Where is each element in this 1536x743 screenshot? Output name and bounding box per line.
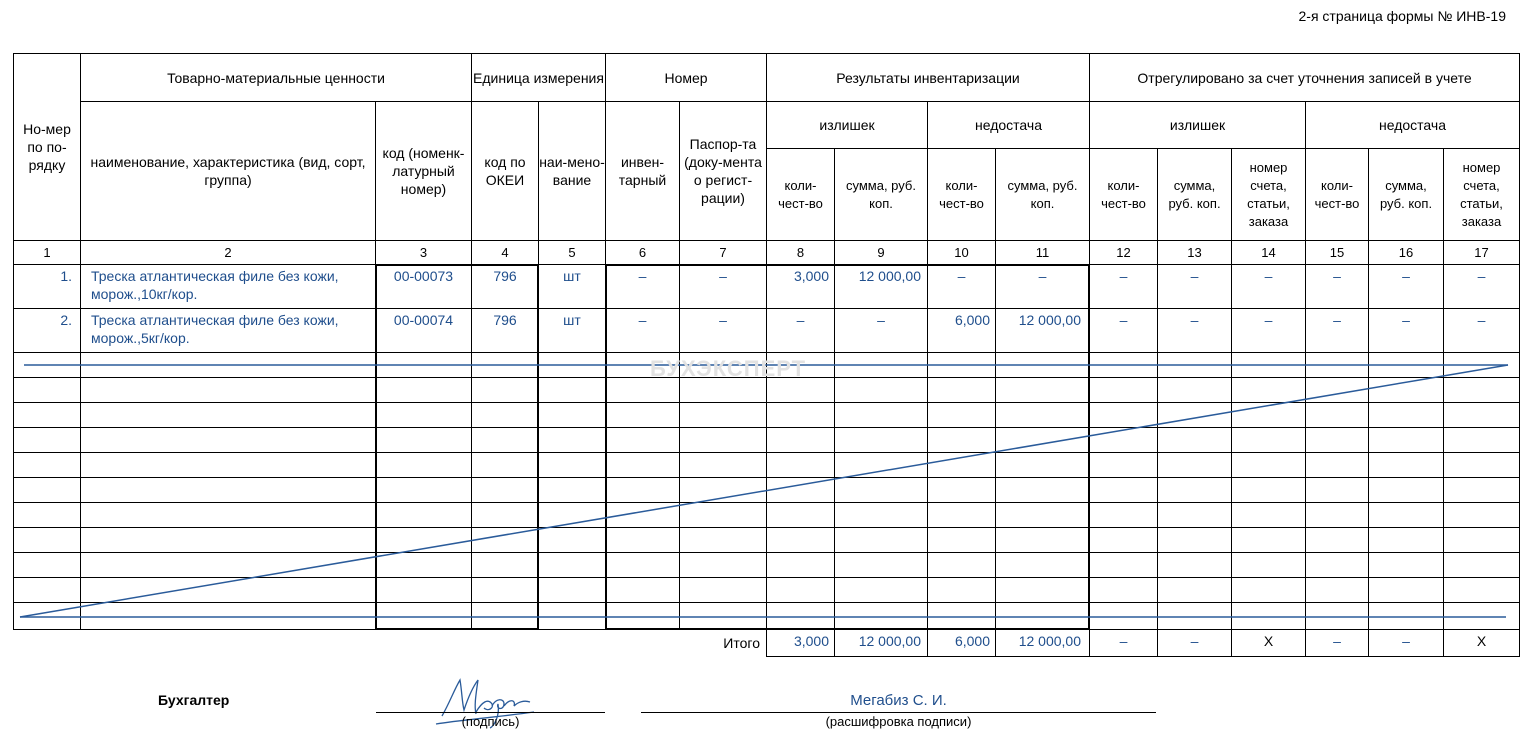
header-account-17: номер счета, статьи, заказа [1460, 159, 1503, 229]
row-c13: – [1190, 268, 1199, 284]
row-okei: 796 [493, 268, 517, 284]
header-name: наименование, характеристика (вид, сорт, группа) [90, 154, 366, 188]
header-code: код (номенк-латурный номер) [382, 145, 465, 197]
col-number: 10 [954, 244, 969, 260]
total-c16: – [1402, 633, 1410, 649]
total-surplus-sum: 12 000,00 [858, 633, 921, 649]
header-unit: Единица измерения [473, 69, 604, 86]
row-c14: – [1264, 312, 1273, 328]
header-adjusted: Отрегулировано за счет уточнения записей в учете [1137, 69, 1472, 86]
total-c13: – [1190, 633, 1199, 649]
header-results: Результаты инвентаризации [836, 69, 1020, 86]
header-sum-16: сумма, руб. коп. [1379, 177, 1433, 211]
col-number: 14 [1261, 244, 1276, 260]
col-number: 2 [224, 244, 232, 260]
total-c15: – [1333, 633, 1341, 649]
header-number: Номер [664, 69, 708, 86]
total-c14: Х [1263, 633, 1274, 649]
row-surplus-qty: 3,000 [793, 268, 829, 284]
row-c16: – [1402, 312, 1410, 328]
total-shortage-sum: 12 000,00 [1018, 633, 1081, 649]
header-sum-11: сумма, руб. коп. [1007, 177, 1078, 211]
col-number: 16 [1398, 244, 1414, 260]
header-unit-name: наи-мено-вание [539, 154, 605, 188]
row-shortage-sum: – [1038, 268, 1047, 284]
total-c12: – [1119, 633, 1128, 649]
row-inv: – [638, 268, 647, 284]
row-shortage-qty: 6,000 [954, 312, 990, 328]
row-name: Треска атлантическая филе без кожи, морож.,10кг/кор. [91, 268, 339, 302]
row-c15: – [1333, 312, 1341, 328]
header-account-14: номер счета, статьи, заказа [1247, 159, 1290, 229]
row-shortage-qty: – [957, 268, 966, 284]
decode-line [641, 712, 1156, 713]
row-code: 00-00074 [393, 312, 454, 328]
row-no: 1. [60, 268, 72, 284]
col-number: 4 [501, 244, 509, 260]
header-row-no: Но-мер по по-рядку [23, 121, 71, 173]
header-passport: Паспор-та (доку-мента о регист-рации) [684, 136, 762, 206]
header-okei: код по ОКЕИ [484, 154, 526, 188]
col-number: 9 [877, 244, 885, 260]
row-c12: – [1119, 268, 1128, 284]
col-number: 3 [419, 244, 428, 260]
col-number: 15 [1329, 244, 1345, 260]
header-qty-12: коли-чест-во [1101, 177, 1146, 211]
header-sum-9: сумма, руб. коп. [846, 177, 916, 211]
row-c17: – [1477, 312, 1486, 328]
row-code: 00-00073 [393, 268, 454, 284]
row-c14: – [1264, 268, 1273, 284]
row-pass: – [719, 268, 727, 284]
row-no: 2. [60, 312, 72, 328]
total-c17: Х [1476, 633, 1487, 649]
col-number: 1 [43, 244, 51, 260]
header-goods: Товарно-материальные ценности [167, 69, 385, 86]
header-results-surplus: излишек [819, 117, 875, 133]
row-c13: – [1190, 312, 1199, 328]
row-surplus-sum: – [877, 312, 885, 328]
total-surplus-qty: 3,000 [793, 633, 829, 649]
header-adjusted-surplus: излишек [1169, 117, 1226, 133]
col-number: 12 [1116, 244, 1131, 260]
row-pass: – [719, 312, 727, 328]
row-shortage-sum: 12 000,00 [1018, 312, 1081, 328]
row-name: Треска атлантическая филе без кожи, морож.,5кг/кор. [91, 312, 339, 346]
row-okei: 796 [493, 312, 517, 328]
row-surplus-sum: 12 000,00 [858, 268, 921, 284]
form-title: 2-я страница формы № ИНВ-19 [1298, 8, 1506, 24]
col-number: 7 [719, 244, 727, 260]
total-label: Итого [723, 635, 760, 651]
row-inv: – [638, 312, 647, 328]
total-shortage-qty: 6,000 [954, 633, 990, 649]
col-number: 5 [568, 244, 576, 260]
header-qty-10: коли-чест-во [939, 177, 984, 211]
watermark: БУХЭКСПЕРТ [650, 356, 807, 381]
header-sum-13: сумма, руб. коп. [1168, 177, 1221, 211]
col-number: 17 [1474, 244, 1489, 260]
signature-caption: (подпись) [461, 714, 520, 729]
header-adjusted-shortage: недостача [1379, 117, 1446, 133]
col-number: 11 [1035, 244, 1050, 260]
row-c16: – [1402, 268, 1410, 284]
signature-line [376, 712, 605, 713]
row-c15: – [1333, 268, 1341, 284]
header-qty-8: коли-чест-во [778, 177, 823, 211]
col-number: 8 [796, 244, 805, 260]
col-number: 6 [638, 244, 647, 260]
signature-decoded-name: Мегабиз С. И. [850, 692, 947, 709]
row-c17: – [1477, 268, 1486, 284]
header-results-shortage: недостача [975, 117, 1042, 133]
row-unit: шт [563, 268, 581, 284]
header-inventory: инвен-тарный [618, 154, 667, 188]
col-number: 13 [1187, 244, 1202, 260]
signature-role: Бухгалтер [158, 692, 230, 708]
row-c12: – [1119, 312, 1128, 328]
decode-caption: (расшифровка подписи) [825, 714, 972, 729]
row-unit: шт [563, 312, 581, 328]
row-surplus-qty: – [796, 312, 805, 328]
header-qty-15: коли-чест-во [1314, 177, 1360, 211]
